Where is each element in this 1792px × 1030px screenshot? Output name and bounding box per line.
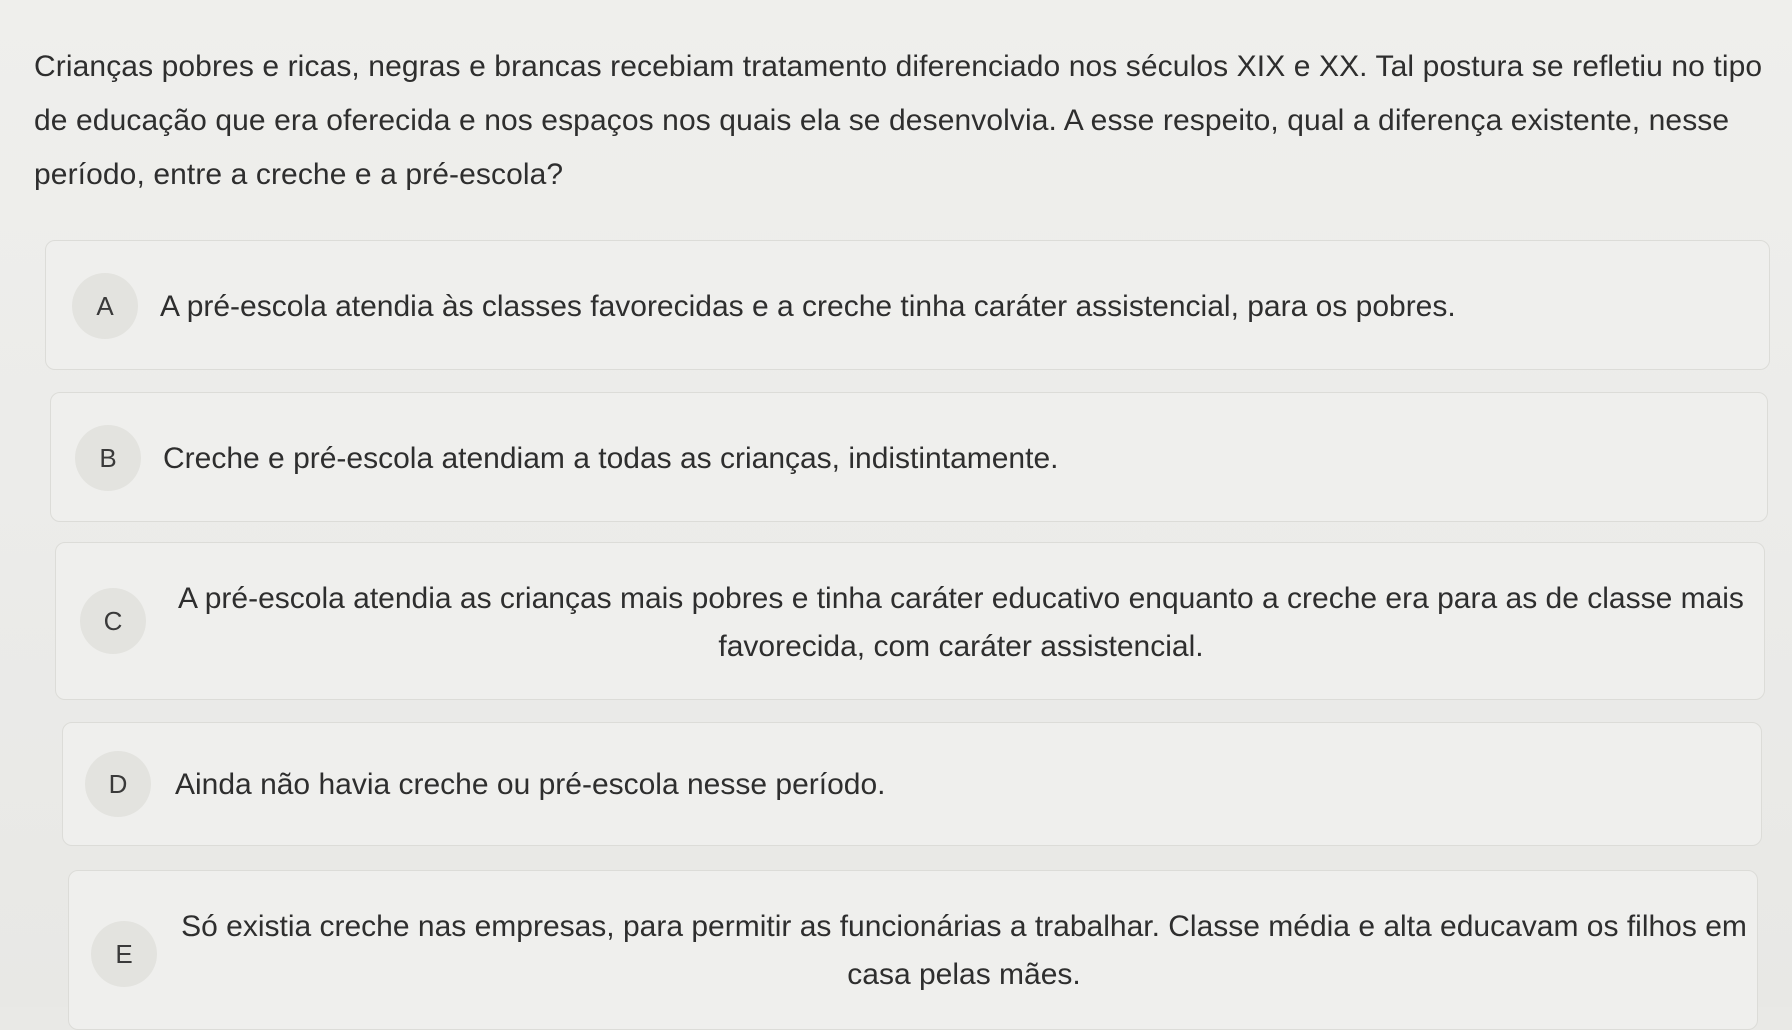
answer-option-a[interactable] — [45, 240, 1770, 370]
option-letter-badge: D — [85, 751, 151, 817]
answer-option-b[interactable] — [50, 392, 1768, 522]
option-text: Só existia creche nas empresas, para permitir as funcionárias a trabalhar. Classe média e alta educavam os filhos em casa pelas mães. — [181, 910, 1747, 991]
question-text: Crianças pobres e ricas, negras e brancas recebiam tratamento diferenciado nos séculos XIX e XX. Tal postura se refletiu no tipo de educação que era oferecida e nos espaços nos quais ela se desenvolvia. A esse respeito, qual a diferença existente, nesse período, entre a creche e a pré-escola? — [34, 50, 1763, 191]
option-text: A pré-escola atendia as crianças mais pobres e tinha caráter educativo enquanto a creche era para as de classe mais favorecida, com caráter assistencial. — [178, 582, 1744, 663]
option-letter-badge: B — [75, 425, 141, 491]
option-letter-badge: E — [91, 921, 157, 987]
answer-option-d[interactable] — [62, 722, 1762, 846]
option-letter-badge: A — [72, 273, 138, 339]
answer-option-c[interactable] — [55, 542, 1765, 700]
option-text: Ainda não havia creche ou pré-escola nesse período. — [175, 768, 886, 801]
option-text: A pré-escola atendia às classes favorecidas e a creche tinha caráter assistencial, para os pobres. — [160, 290, 1456, 323]
option-letter-badge: C — [80, 588, 146, 654]
answer-option-e[interactable] — [68, 870, 1758, 1030]
option-text: Creche e pré-escola atendiam a todas as crianças, indistintamente. — [163, 442, 1059, 475]
